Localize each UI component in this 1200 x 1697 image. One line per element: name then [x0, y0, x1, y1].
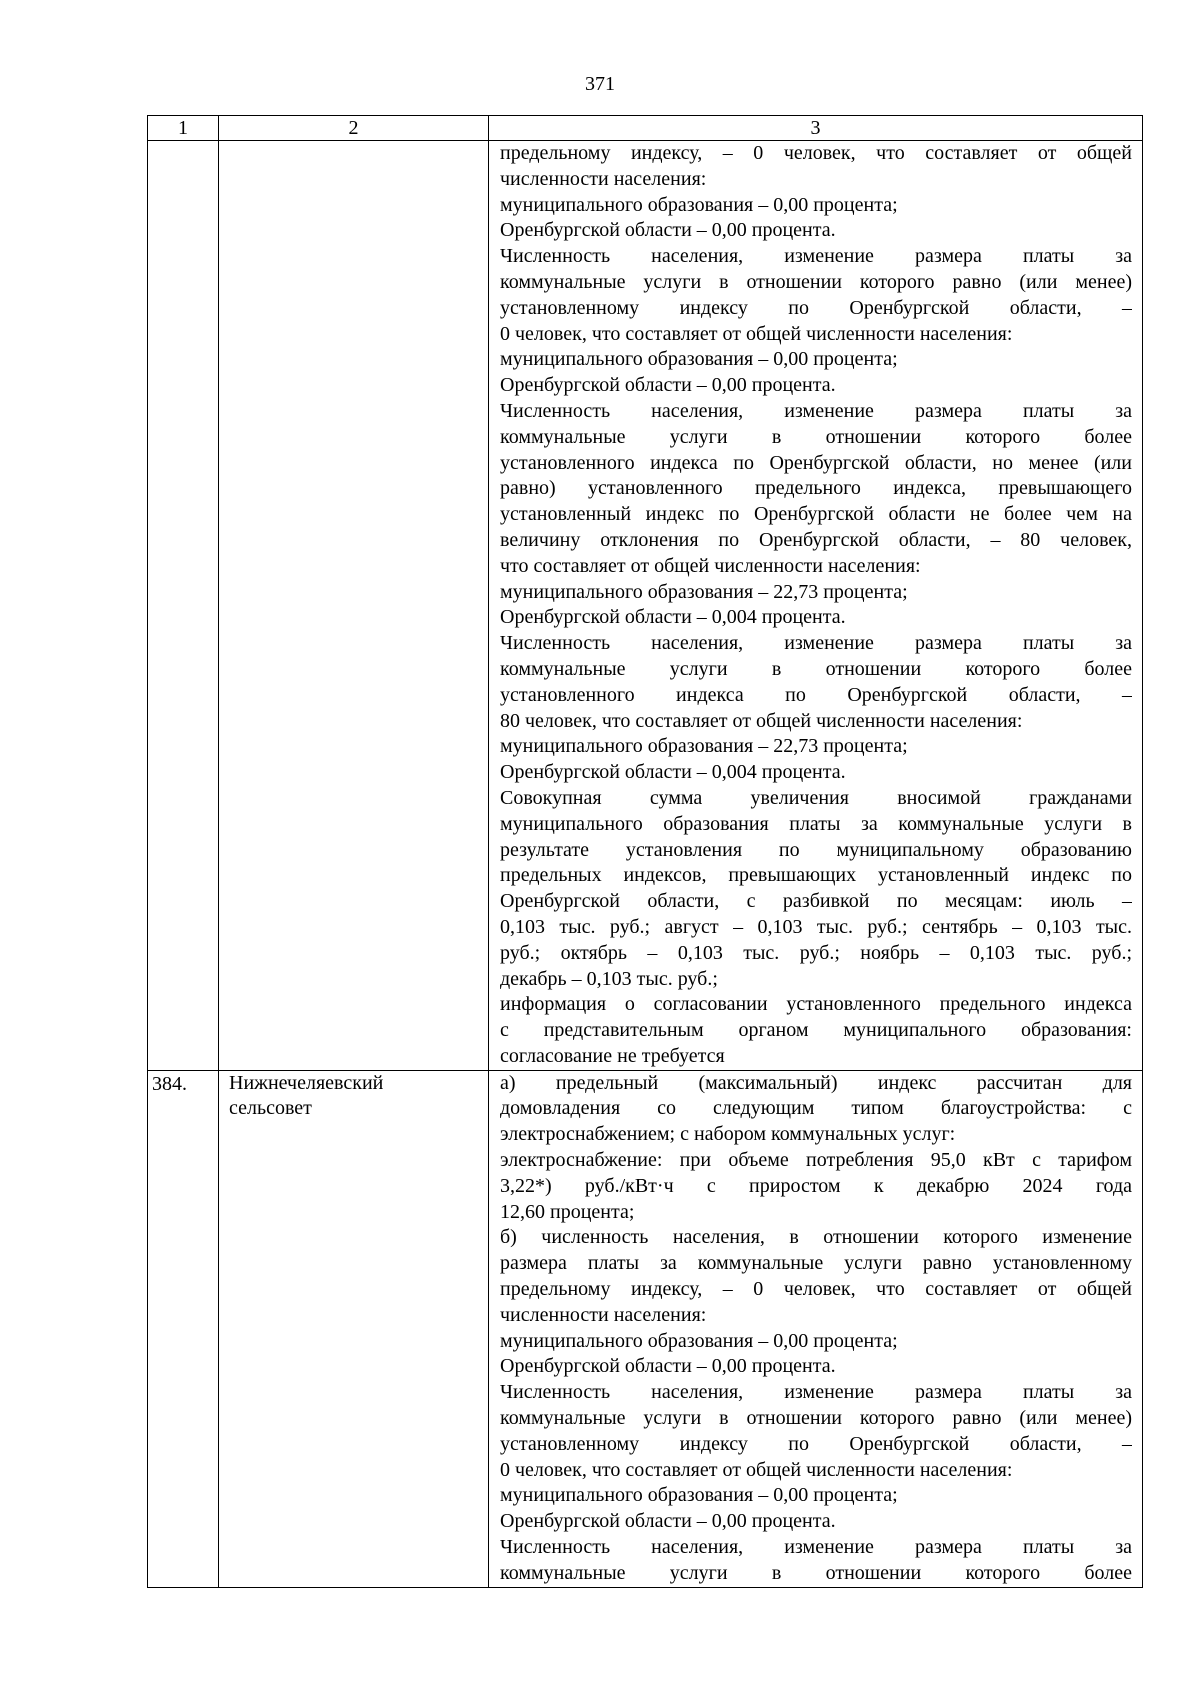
description-line: муниципального образования – 22,73 процента; — [500, 580, 908, 603]
description-line: муниципального образования – 0,00 процента; — [500, 348, 898, 371]
header-cell-3: 3 — [489, 116, 1143, 141]
description-line: установленный индекс по Оренбургской области не более чем на — [500, 503, 1132, 526]
description-line: коммунальные услуги в отношении которого равно (или менее) — [500, 270, 1132, 293]
description-cell — [489, 141, 1143, 1071]
description-line: муниципального образования – 0,00 процента; — [500, 1484, 898, 1507]
table-header-row — [148, 116, 1143, 141]
description-line: коммунальные услуги в отношении которого более — [500, 657, 1132, 680]
description-line: а) предельный (максимальный) индекс рассчитан для — [500, 1071, 1132, 1094]
description-line: Оренбургской области, с разбивкой по месяцам: июль – — [500, 890, 1132, 913]
description-line: домовладения со следующим типом благоустройства: с — [500, 1097, 1132, 1120]
description-line: установленному индексу по Оренбургской области, – — [500, 296, 1132, 319]
description-line: что составляет от общей численности населения: — [500, 554, 921, 577]
description-line: предельных индексов, превышающих установленный индекс по — [500, 864, 1132, 887]
municipality-name-cell — [219, 1070, 489, 1587]
description-line: 0 человек, что составляет от общей численности населения: — [500, 1458, 1013, 1481]
description-line: информация о согласовании установленного предельного индекса — [500, 993, 1132, 1016]
description-line: муниципального образования платы за коммунальные услуги в — [500, 812, 1132, 835]
description-line: 0 человек, что составляет от общей численности населения: — [500, 322, 1013, 345]
description-line: руб.; октябрь – 0,103 тыс. руб.; ноябрь – 0,103 тыс. руб.; — [500, 941, 1132, 964]
description-line: муниципального образования – 0,00 процента; — [500, 1329, 898, 1352]
municipality-name-cell — [219, 141, 489, 1071]
header-cell-1: 1 — [148, 116, 219, 141]
description-line: Оренбургской области – 0,00 процента. — [500, 1355, 836, 1378]
description-line: 12,60 процента; — [500, 1200, 635, 1223]
table-body — [148, 116, 1143, 1588]
table-row — [148, 141, 1143, 1071]
description-line: коммунальные услуги в отношении которого равно (или менее) — [500, 1407, 1132, 1430]
header-cell-2: 2 — [219, 116, 489, 141]
description-line: Оренбургской области – 0,00 процента. — [500, 1510, 836, 1533]
description-line: Оренбургской области – 0,00 процента. — [500, 219, 836, 242]
description-line: предельному индексу, – 0 человек, что составляет от общей — [500, 1278, 1132, 1301]
description-line: муниципального образования – 22,73 процента; — [500, 735, 908, 758]
description-line: декабрь – 0,103 тыс. руб.; — [500, 967, 718, 990]
description-line: электроснабжение: при объеме потребления 95,0 кВт с тарифом — [500, 1149, 1132, 1172]
description-line: численности населения: — [500, 1303, 707, 1326]
description-line: предельному индексу, – 0 человек, что составляет от общей — [500, 142, 1132, 164]
description-line: Оренбургской области – 0,00 процента. — [500, 374, 836, 397]
description-line: б) численность населения, в отношении которого изменение — [500, 1226, 1132, 1249]
description-line: установленному индексу по Оренбургской области, – — [500, 1432, 1132, 1455]
description-line: Численность населения, изменение размера платы за — [500, 399, 1132, 422]
description-line: коммунальные услуги в отношении которого более — [500, 1561, 1132, 1584]
description-line: Численность населения, изменение размера платы за — [500, 1536, 1132, 1559]
municipality-name-line: Нижнечеляевский — [229, 1071, 384, 1094]
description-line: результате установления по муниципальному образованию — [500, 838, 1132, 861]
description-cell — [489, 1070, 1143, 1587]
table-row — [148, 1070, 1143, 1587]
description-line: равно) установленного предельного индекса, превышающего — [500, 477, 1132, 500]
description-line: установленного индекса по Оренбургской области, но менее (или — [500, 451, 1132, 474]
description-line: величину отклонения по Оренбургской области, – 80 человек, — [500, 528, 1132, 551]
page-number: 371 — [585, 73, 615, 95]
description-line: Численность населения, изменение размера платы за — [500, 1381, 1132, 1404]
description-line: 0,103 тыс. руб.; август – 0,103 тыс. руб.; сентябрь – 0,103 тыс. — [500, 915, 1132, 938]
description-line: Оренбургской области – 0,004 процента. — [500, 606, 846, 629]
description-line: 80 человек, что составляет от общей численности населения: — [500, 709, 1023, 732]
description-line: электроснабжением; с набором коммунальных услуг: — [500, 1123, 956, 1146]
description-line: с представительным органом муниципального образования: — [500, 1019, 1132, 1042]
description-line: размера платы за коммунальные услуги равно установленному — [500, 1252, 1132, 1275]
description-line: Оренбургской области – 0,004 процента. — [500, 761, 846, 784]
row-number-cell: 384. — [148, 1070, 219, 1587]
description-line: Численность населения, изменение размера платы за — [500, 245, 1132, 268]
description-line: Численность населения, изменение размера платы за — [500, 632, 1132, 655]
description-line: установленного индекса по Оренбургской области, – — [500, 683, 1132, 706]
description-line: численности населения: — [500, 167, 707, 190]
description-line: согласование не требуется — [500, 1044, 725, 1067]
municipality-name-line: сельсовет — [229, 1097, 312, 1120]
limit-index-table — [147, 115, 1143, 1588]
description-line: коммунальные услуги в отношении которого более — [500, 425, 1132, 448]
description-line: Совокупная сумма увеличения вносимой гражданами — [500, 786, 1132, 809]
row-number-cell — [148, 141, 219, 1071]
description-line: 3,22*) руб./кВт·ч с приростом к декабрю 2024 года — [500, 1174, 1132, 1197]
description-line: муниципального образования – 0,00 процента; — [500, 193, 898, 216]
